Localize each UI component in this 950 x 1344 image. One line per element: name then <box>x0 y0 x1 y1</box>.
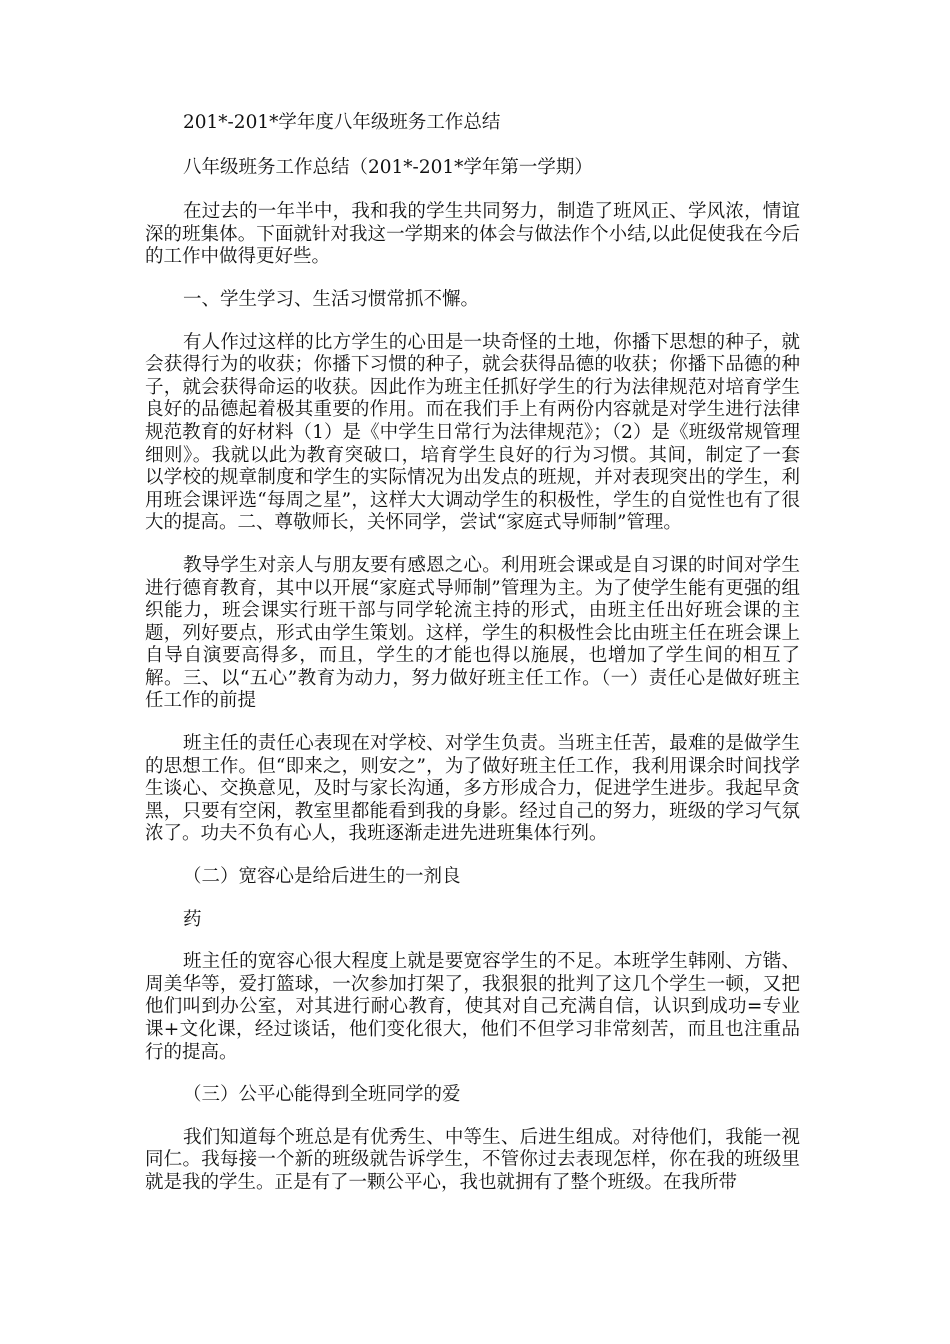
paragraph-tolerance: 班主任的宽容心很大程度上就是要宽容学生的不足。本班学生韩刚、方锴、周美华等，爱打篮球，一次参加打架了，我狠狠的批判了这几个学生一顿，又把他们叫到办公室，对其进行耐心教育，使其对自己充满自信，认识到成功=专业课+文化课，经过谈话，他们变化很大，他们不但学习非常刻苦，而且也注重品行的提高。 <box>145 951 800 1063</box>
paragraph-habits: 有人作过这样的比方学生的心田是一块奇怪的土地，你播下思想的种子，就会获得行为的收获；你播下习惯的种子，就会获得品德的收获；你播下品德的种子，就会获得命运的收获。因此作为班主任抓好学生的行为法律规范对培育学生良好的品德起着极其重要的作用。而在我们手上有两份内容就是对学生进行法律规范教育的好材料（1）是《中学生日常行为法律规范》；（2）是《班级常规管理细则》。我就以此为教育突破口，培育学生良好的行为习惯。其间，制定了一套以学校的规章制度和学生的实际情况为出发点的班规，并对表现突出的学生，利用班会课评选“每周之星”，这样大大调动学生的积极性，学生的自觉性也有了很大的提高。二、尊敬师长，关怀同学，尝试“家庭式导师制”管理。 <box>145 331 800 534</box>
document-page <box>145 112 800 1215</box>
paragraph-responsibility: 班主任的责任心表现在对学校、对学生负责。当班主任苦，最难的是做学生的思想工作。但“即来之，则安之”，为了做好班主任工作，我利用课余时间找学生谈心、交换意见，及时与家长沟通，多方形成合力，促进学生进步。我起早贪黑，只要有空闲，教室里都能看到我的身影。经过自己的努力，班级的学习气氛浓了。功夫不负有心人，我班逐渐走进先进班集体行列。 <box>145 733 800 845</box>
section-heading-tolerance: （二）宽容心是给后进生的一剂良 <box>183 866 461 888</box>
section-heading-fairness: （三）公平心能得到全班同学的爱 <box>183 1084 461 1106</box>
paragraph-intro: 在过去的一年半中，我和我的学生共同努力，制造了班风正、学风浓，情谊深的班集体。下面就针对我这一学期来的体会与做法作个小结,以此促使我在今后的工作中做得更好些。 <box>145 201 800 268</box>
document-subtitle: 八年级班务工作总结（201*-201*学年第一学期） <box>183 156 593 178</box>
section-heading-tolerance-continued: 药 <box>183 908 202 930</box>
paragraph-gratitude: 教导学生对亲人与朋友要有感恩之心。利用班会课或是自习课的时间对学生进行德育教育，其中以开展“家庭式导师制”管理为主。为了使学生能有更强的组织能力，班会课实行班干部与同学轮流主持的形式，由班主任出好班会课的主题，列好要点，形式由学生策划。这样，学生的积极性会比由班主任在班会课上自导自演要高得多，而且，学生的才能也得以施展，也增加了学生间的相互了解。三、以“五心”教育为动力，努力做好班主任工作。（一）责任心是做好班主任工作的前提 <box>145 554 800 712</box>
paragraph-fairness: 我们知道每个班总是有优秀生、中等生、后进生组成。对待他们，我能一视同仁。我每接一个新的班级就告诉学生，不管你过去表现怎样，你在我的班级里就是我的学生。正是有了一颗公平心，我也就拥有了整个班级。在我所带 <box>145 1126 800 1193</box>
section-heading-1: 一、学生学习、生活习惯常抓不懈。 <box>183 288 480 310</box>
document-title: 201*-201*学年度八年级班务工作总结 <box>183 112 501 133</box>
